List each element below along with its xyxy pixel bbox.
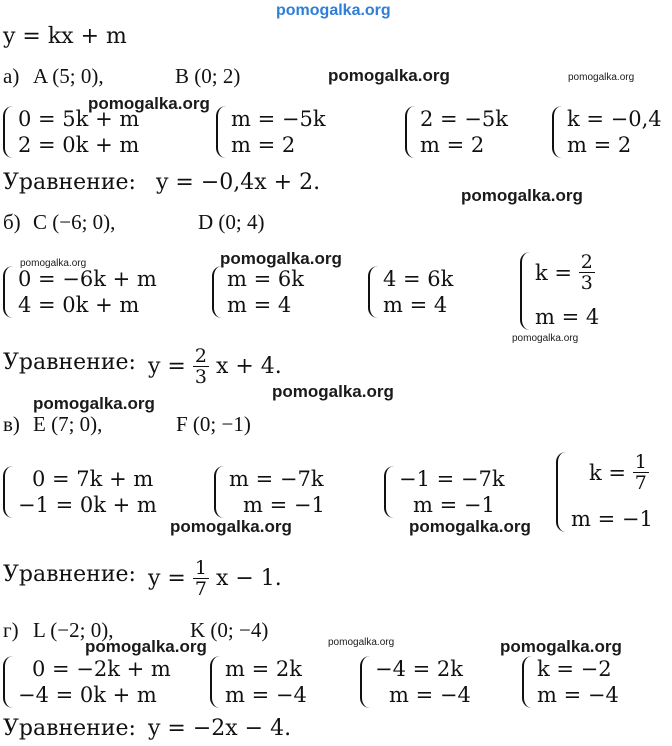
point-l: L (−2; 0), (33, 618, 114, 642)
watermark-small: pomogalka.org (512, 333, 579, 344)
point-k: K (0; −4) (190, 618, 269, 642)
brace-icon (216, 106, 228, 158)
brace-icon (405, 106, 417, 158)
system-v2: m = −7k m = −1 (214, 466, 325, 518)
system-a2: m = −5k m = 2 (216, 106, 326, 158)
equation-label-b: Уравнение: (3, 350, 136, 375)
equation-label-a: Уравнение: (3, 170, 136, 195)
watermark: pomogalka.org (220, 249, 342, 268)
watermark: pomogalka.org (85, 637, 207, 656)
system-g2: m = 2k m = −4 (210, 656, 307, 708)
brace-icon (3, 106, 15, 158)
brace-icon (214, 466, 226, 518)
watermark-small: pomogalka.org (20, 258, 87, 269)
system-g4: k = −2 m = −4 (522, 656, 619, 708)
brace-icon (384, 466, 396, 518)
equation-label-v: Уравнение: (3, 562, 136, 587)
system-b2: m = 6k m = 4 (212, 266, 304, 318)
system-v1: 0 = 7k + m −1 = 0k + m (3, 466, 157, 518)
brace-icon (522, 656, 534, 708)
brace-icon (552, 106, 564, 158)
point-a: A (5; 0), (33, 64, 104, 88)
equation-label-g: Уравнение: (3, 716, 136, 741)
point-f: F (0; −1) (176, 412, 251, 436)
brace-icon (210, 656, 222, 708)
brace-icon (3, 656, 15, 708)
system-v3: −1 = −7k m = −1 (384, 466, 505, 518)
watermark: pomogalka.org (461, 186, 583, 205)
part-v-label: в) (3, 412, 20, 436)
watermark-small: pomogalka.org (328, 637, 395, 648)
system-a4: k = −0,4 m = 2 (552, 106, 662, 158)
brace-icon (520, 252, 532, 330)
watermark: pomogalka.org (272, 382, 394, 401)
system-b4: k = $\frac{2}{3}$ m = 4 (520, 252, 599, 330)
brace-icon (556, 452, 568, 532)
equation-b: y = $\frac{2}{3}$ x + 4. (148, 345, 282, 388)
point-d: D (0; 4) (198, 210, 265, 234)
system-a1: 0 = 5k + m 2 = 0k + m (3, 106, 139, 158)
brace-icon (360, 656, 372, 708)
part-a-label: а) (3, 64, 20, 88)
part-b-label: б) (3, 210, 21, 234)
point-b: B (0; 2) (175, 64, 241, 88)
brace-icon (368, 266, 380, 318)
equation-a: y = −0,4x + 2. (156, 170, 321, 195)
watermark: pomogalka.org (170, 517, 292, 536)
watermark: pomogalka.org (88, 94, 210, 113)
brace-icon (3, 266, 15, 318)
equation-v: y = $\frac{1}{7}$ x − 1. (148, 557, 282, 600)
system-v4: k = $\frac{1}{7}$ m = −1 (556, 452, 653, 532)
watermark: pomogalka.org (500, 637, 622, 656)
system-b3: 4 = 6k m = 4 (368, 266, 453, 318)
brace-icon (212, 266, 224, 318)
watermark: pomogalka.org (33, 394, 155, 413)
equation-g: y = −2x − 4. (148, 716, 292, 741)
part-g-label: г) (3, 618, 19, 642)
system-b1: 0 = −6k + m 4 = 0k + m (3, 266, 157, 318)
general-formula: y = kx + m (3, 24, 127, 49)
point-e: E (7; 0), (33, 412, 103, 436)
brace-icon (3, 466, 15, 518)
system-a3: 2 = −5k m = 2 (405, 106, 508, 158)
watermark: pomogalka.org (328, 66, 450, 85)
watermark-top: pomogalka.org (276, 2, 391, 19)
system-g3: −4 = 2k m = −4 (360, 656, 471, 708)
system-g1: 0 = −2k + m −4 = 0k + m (3, 656, 171, 708)
watermark-small: pomogalka.org (568, 72, 635, 83)
watermark: pomogalka.org (409, 517, 531, 536)
point-c: C (−6; 0), (33, 210, 116, 234)
